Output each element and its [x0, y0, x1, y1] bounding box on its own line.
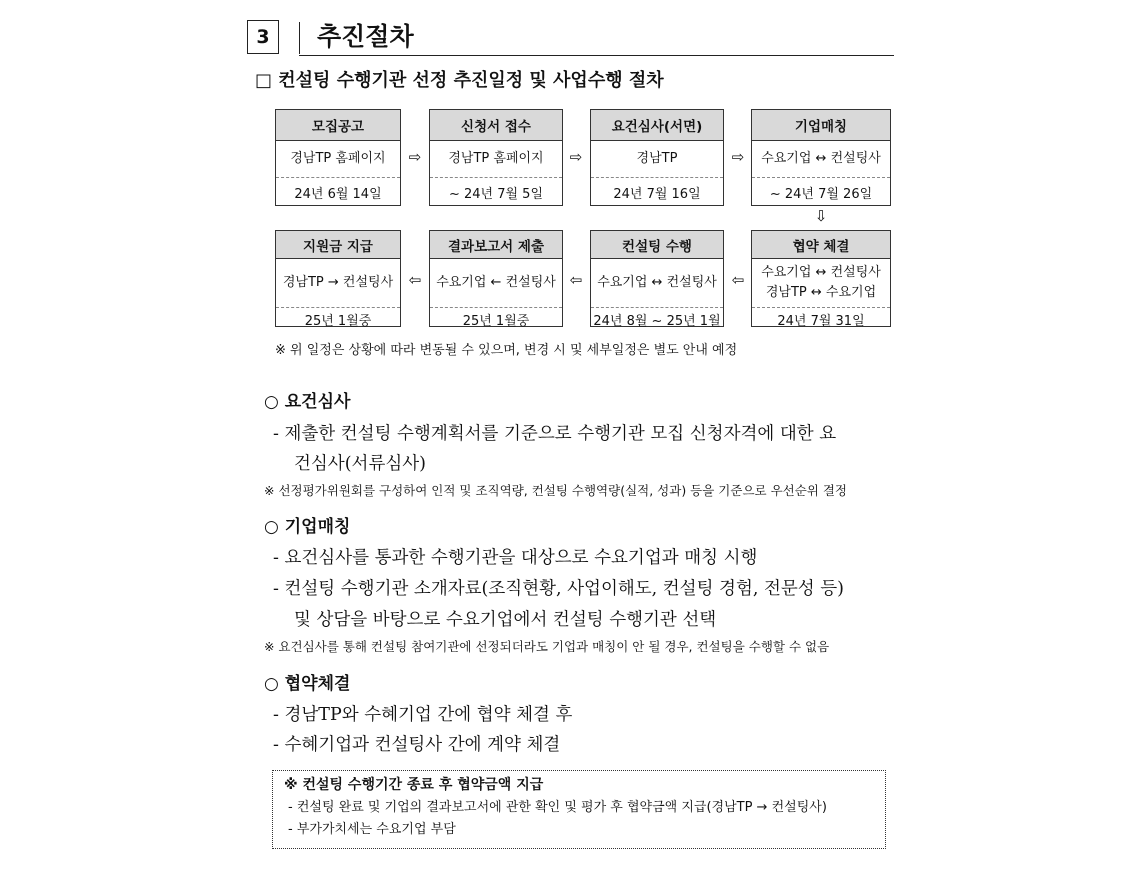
item-note: ※ 선정평가위원회를 구성하여 인적 및 조직역량, 컨설팅 수행역량(실적, 성과) 등을 기준으로 우선순위 결정: [264, 483, 848, 498]
item-title-matching: ○ 기업매칭: [264, 517, 351, 537]
flow-box-consulting: [590, 230, 724, 327]
flow-box-recruit-notice: [275, 109, 401, 206]
flow-box-title: 결과보고서 제출: [430, 231, 562, 259]
flow-box-date: ~ 24년 7월 5일: [448, 187, 544, 202]
flow-box-title: 협약 체결: [752, 231, 890, 259]
section-underline: [299, 55, 894, 56]
flow-box-date: 24년 6월 14일: [294, 187, 382, 202]
flow-box-title: 컨설팅 수행: [591, 231, 723, 259]
item-line: - 수혜기업과 컨설팅사 간에 계약 체결: [273, 735, 561, 755]
flow-box-detail: 경남TP → 컨설팅사: [276, 259, 400, 308]
item-title-agreement: ○ 협약체결: [264, 674, 351, 694]
schedule-note: ※ 위 일정은 상황에 따라 변동될 수 있으며, 변경 시 및 세부일정은 별도 안내 예정: [275, 343, 738, 358]
flow-box-title: 기업매칭: [752, 110, 890, 141]
flow-box-detail-line: 경남TP ↔ 수요기업: [765, 285, 877, 300]
flow-box-detail-line: 수요기업 ↔ 컨설팅사: [761, 265, 881, 280]
flow-box-title: 요건심사(서면): [591, 110, 723, 141]
flow-box-title: 모집공고: [276, 110, 400, 141]
section-number: 3: [247, 20, 279, 54]
procedure-heading: □ 컨설팅 수행기관 선정 추진일정 및 사업수행 절차: [255, 70, 664, 91]
section-divider: [299, 22, 300, 54]
arrow-left-icon: ⇦: [408, 271, 422, 289]
flow-box-detail: 수요기업 ← 컨설팅사: [430, 259, 562, 308]
flow-box-detail: 수요기업 ↔ 컨설팅사: [591, 259, 723, 308]
payment-note-line: - 컨설팅 완료 및 기업의 결과보고서에 관한 확인 및 평가 후 협약금액 지급(경남TP → 컨설팅사): [288, 800, 827, 815]
flow-box-payment: [275, 230, 401, 327]
flow-box-title: 신청서 접수: [430, 110, 562, 141]
payment-note-title: ※ 컨설팅 수행기간 종료 후 협약금액 지급: [284, 777, 544, 793]
item-line: - 경남TP와 수혜기업 간에 협약 체결 후: [273, 705, 573, 725]
arrow-down-icon: ⇩: [814, 207, 828, 225]
flow-box-title: 지원금 지급: [276, 231, 400, 259]
flow-box-report: [429, 230, 563, 327]
arrow-right-icon: ⇨: [408, 148, 422, 166]
item-line: - 제출한 컨설팅 수행계획서를 기준으로 수행기관 모집 신청자격에 대한 요: [273, 424, 837, 444]
item-line: - 요건심사를 통과한 수행기관을 대상으로 수요기업과 매칭 시행: [273, 548, 758, 568]
flow-box-matching: [751, 109, 891, 206]
flow-box-agreement: [751, 230, 891, 327]
flow-box-date: 25년 1월중: [304, 313, 372, 329]
flow-box-screening: [590, 109, 724, 206]
item-line: 건심사(서류심사): [294, 454, 426, 474]
flow-box-detail: 경남TP 홈페이지: [276, 141, 400, 178]
flow-box-date: 24년 7월 31일: [777, 313, 865, 329]
section-title: 추진절차: [317, 22, 414, 51]
item-note: ※ 요건심사를 통해 컨설팅 참여기관에 선정되더라도 기업과 매칭이 안 될 경우, 컨설팅을 수행할 수 없음: [264, 639, 830, 654]
flow-box-date: 24년 8월 ~ 25년 1월: [593, 313, 721, 329]
item-line: - 컨설팅 수행기관 소개자료(조직현황, 사업이해도, 컨설팅 경험, 전문성 등): [273, 579, 845, 599]
payment-note-line: - 부가가치세는 수요기업 부담: [288, 822, 456, 837]
flow-box-detail: 경남TP: [591, 141, 723, 178]
item-title-screening: ○ 요건심사: [264, 392, 351, 412]
arrow-left-icon: ⇦: [731, 271, 745, 289]
flow-box-detail: [752, 259, 890, 308]
flow-box-application: [429, 109, 563, 206]
flow-box-date: ~ 24년 7월 26일: [769, 187, 873, 202]
arrow-left-icon: ⇦: [569, 271, 583, 289]
item-line: 및 상담을 바탕으로 수요기업에서 컨설팅 수행기관 선택: [294, 610, 717, 630]
arrow-right-icon: ⇨: [731, 148, 745, 166]
flow-box-detail: 경남TP 홈페이지: [430, 141, 562, 178]
flow-box-detail: 수요기업 ↔ 컨설팅사: [752, 141, 890, 178]
arrow-right-icon: ⇨: [569, 148, 583, 166]
flow-box-date: 25년 1월중: [462, 313, 530, 329]
flow-box-date: 24년 7월 16일: [613, 187, 701, 202]
